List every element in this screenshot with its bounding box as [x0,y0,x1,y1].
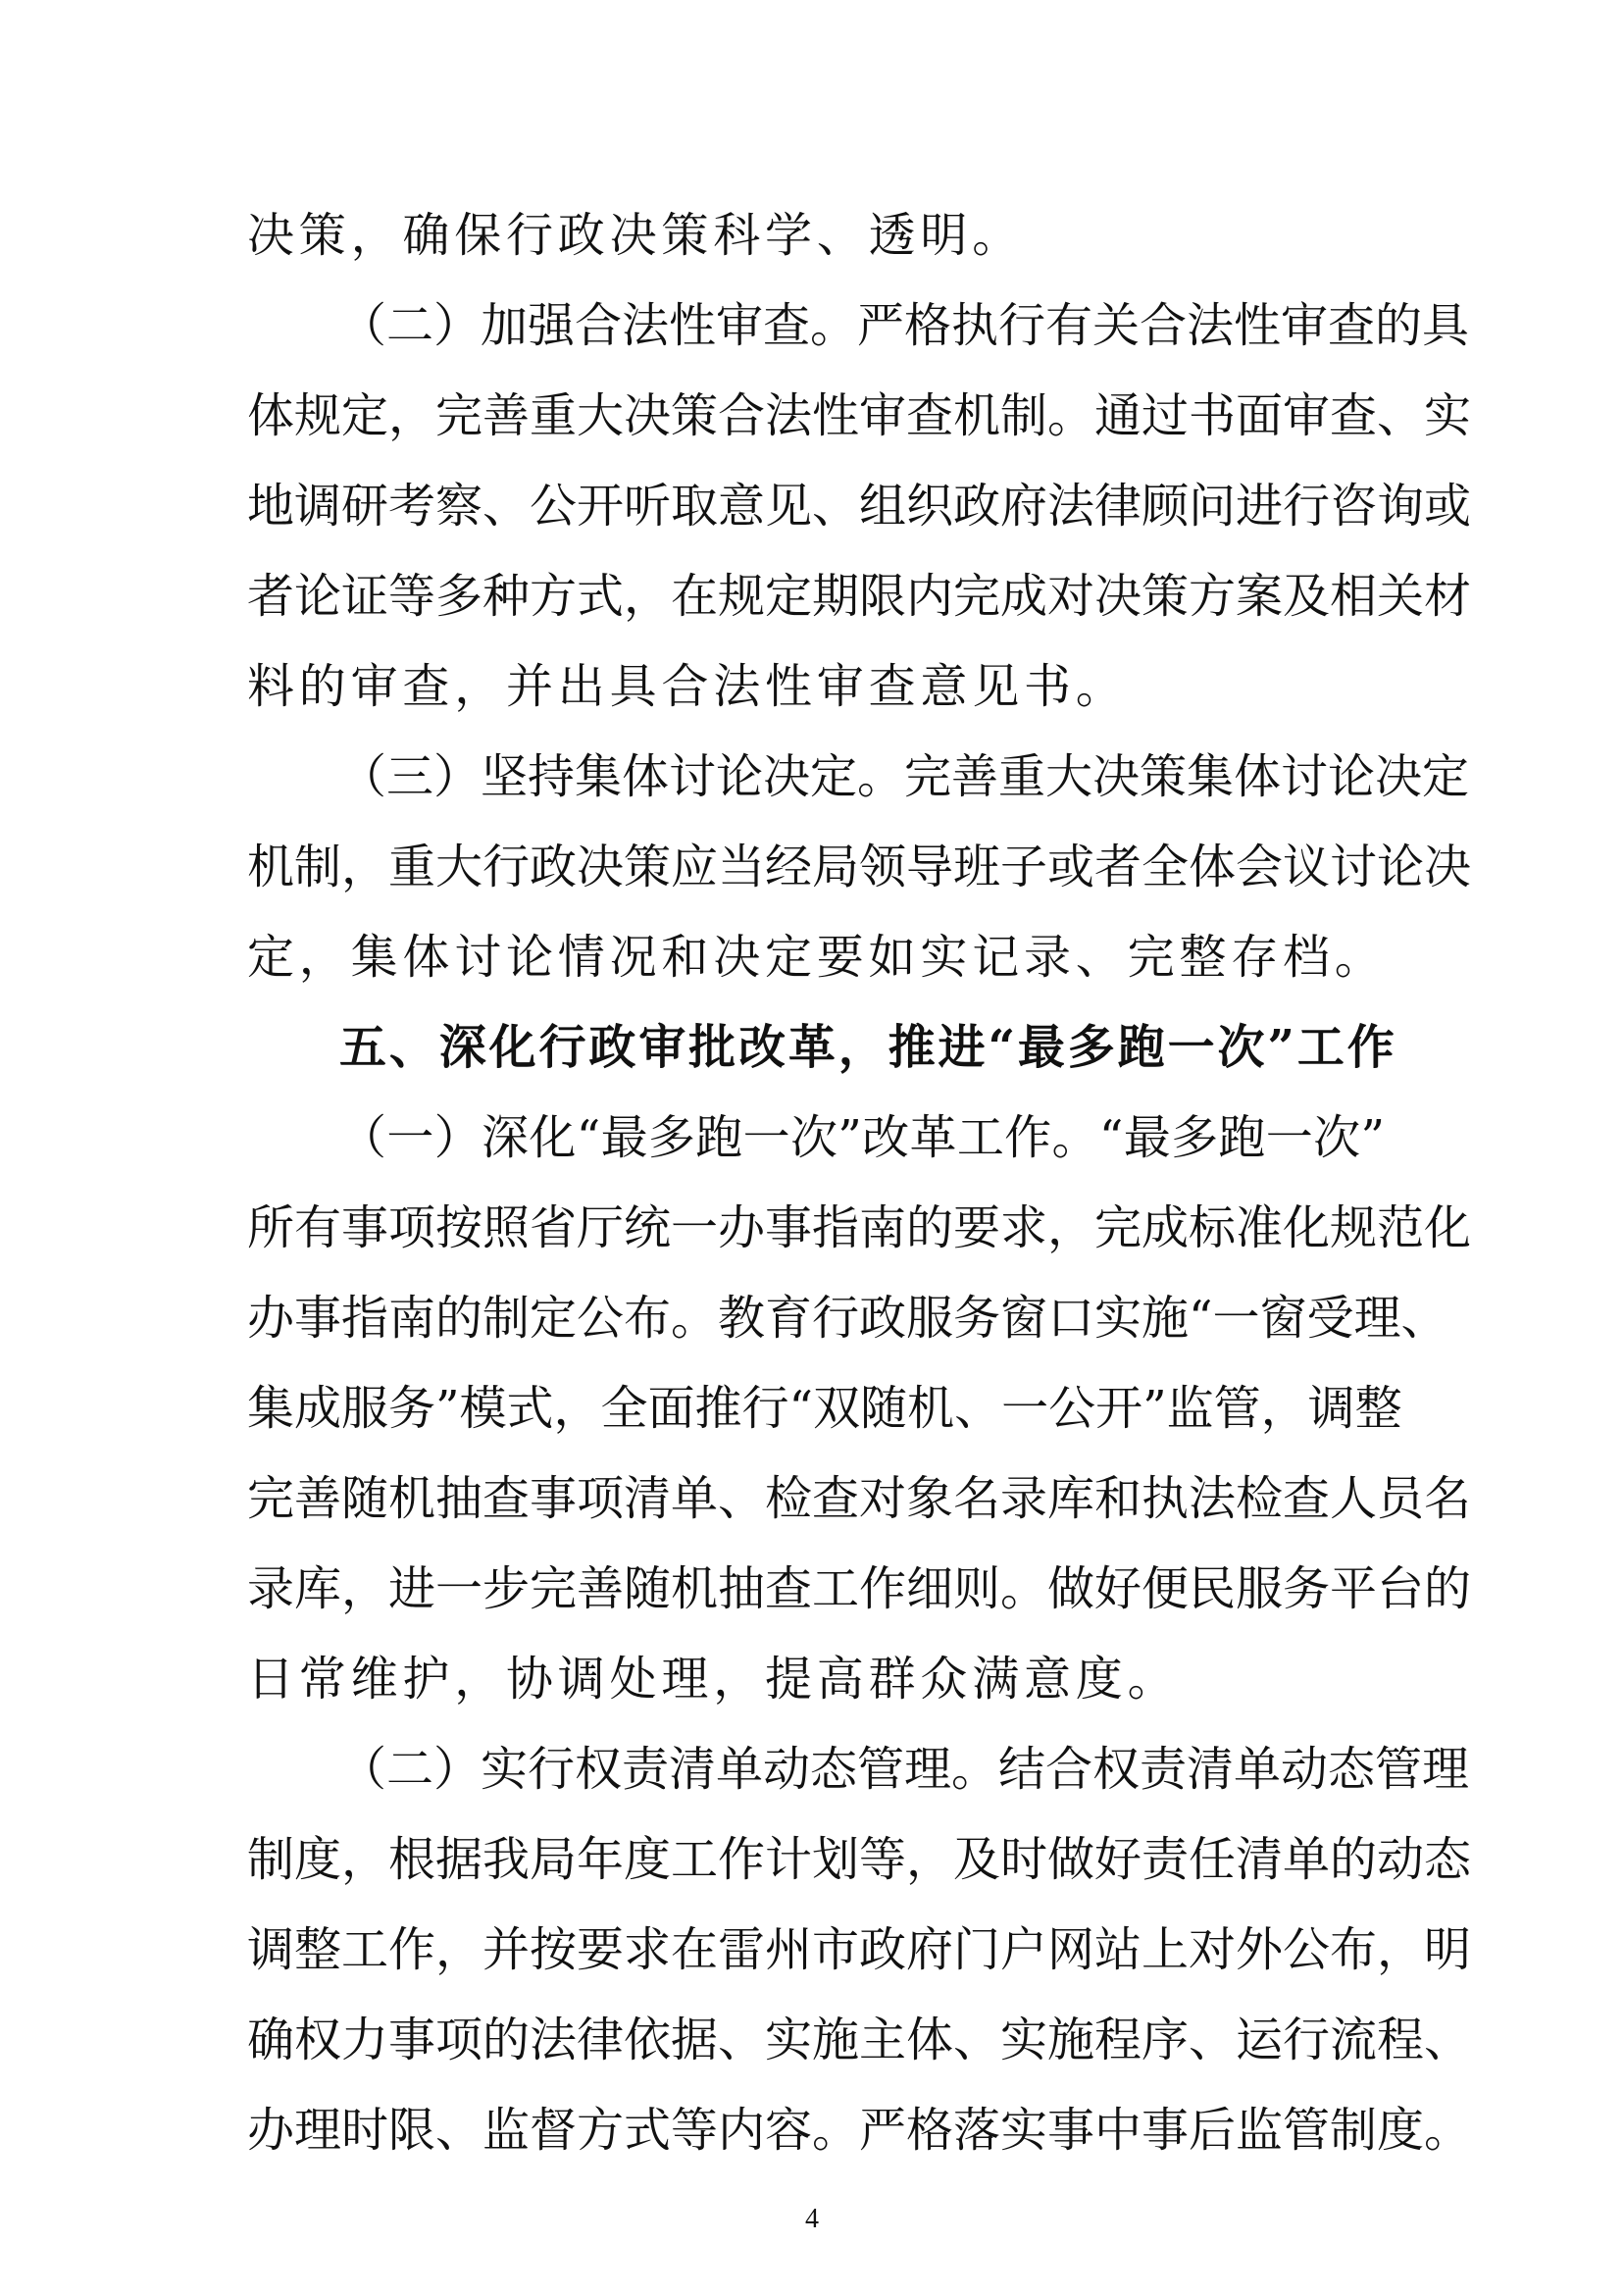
paragraph-line: （三）坚持集体讨论决定。完善重大决策集体讨论决定 [339,749,1470,804]
paragraph-line: 调整工作，并按要求在雷州市政府门户网站上对外公布，明 [247,1922,1472,1977]
paragraph-line: 日常维护，协调处理，提高群众满意度。 [247,1652,1180,1707]
paragraph-line: 体规定，完善重大决策合法性审查机制。通过书面审查、实 [247,388,1472,443]
paragraph-line: 料的审查，并出具合法性审查意见书。 [247,659,1128,714]
paragraph-line: （一）深化“最多跑一次”改革工作。“最多跑一次” [339,1110,1385,1165]
paragraph-line: （二）实行权责清单动态管理。结合权责清单动态管理 [339,1742,1470,1797]
section-heading: 五、深化行政审批改革，推进“最多跑一次”工作 [339,1020,1397,1075]
paragraph-line: 地调研考察、公开听取意见、组织政府法律顾问进行咨询或 [247,479,1472,534]
paragraph-line: 定，集体讨论情况和决定要如实记录、完整存档。 [247,930,1387,985]
page-number: 4 [805,2204,819,2234]
paragraph-line: 决策，确保行政决策科学、透明。 [247,208,1025,263]
paragraph-line: 办事指南的制定公布。教育行政服务窗口实施“一窗受理、 [247,1291,1448,1346]
paragraph-line: 者论证等多种方式，在规定期限内完成对决策方案及相关材 [247,569,1472,624]
paragraph-line: 确权力事项的法律依据、实施主体、实施程序、运行流程、 [247,2013,1472,2067]
paragraph-line: 制度，根据我局年度工作计划等，及时做好责任清单的动态 [247,1832,1472,1887]
paragraph-line: （二）加强合法性审查。严格执行有关合法性审查的具 [339,298,1470,353]
paragraph-line: 完善随机抽查事项清单、检查对象名录库和执法检查人员名 [247,1471,1472,1526]
paragraph-line: 机制，重大行政决策应当经局领导班子或者全体会议讨论决 [247,840,1472,894]
paragraph-line: 集成服务”模式，全面推行“双随机、一公开”监管，调整 [247,1381,1402,1436]
paragraph-line: 所有事项按照省厅统一办事指南的要求，完成标准化规范化 [247,1200,1472,1255]
paragraph-line: 录库，进一步完善随机抽查工作细则。做好便民服务平台的 [247,1561,1472,1616]
paragraph-line: 办理时限、监督方式等内容。严格落实事中事后监管制度。 [247,2103,1472,2158]
